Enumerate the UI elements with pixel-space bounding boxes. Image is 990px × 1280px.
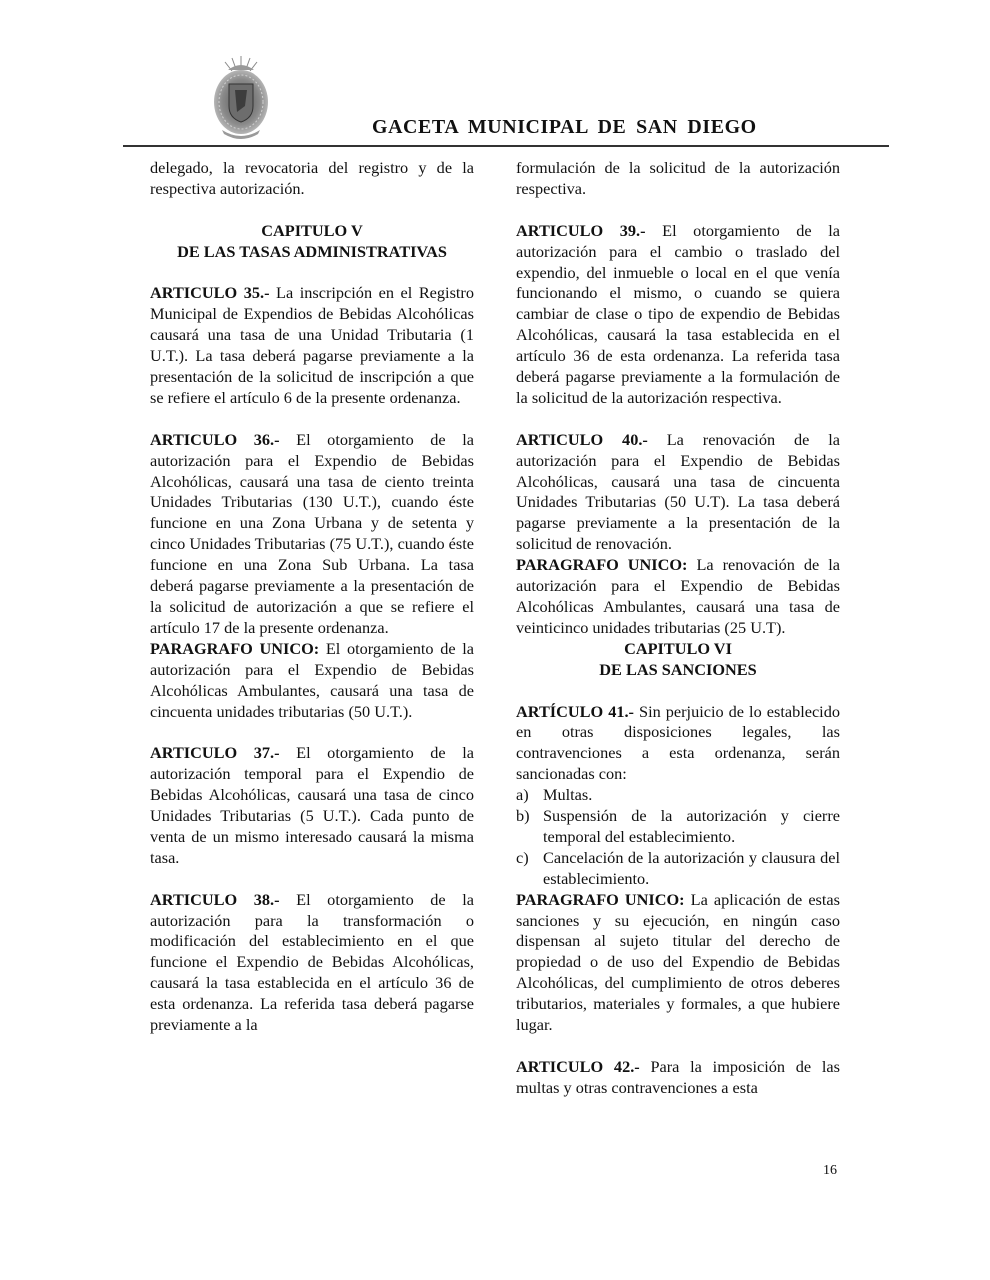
article-body: Para la imposición de las multas y otras contravenciones a esta: [516, 1056, 840, 1097]
continuation-text: delegado, la revocatoria del registro y de la respectiva autorización.: [150, 158, 474, 198]
coat-of-arms-icon: [212, 54, 270, 142]
article-body: El otorgamiento de la autorización temporal para el Expendio de Bebidas Alcohólicas, causará una tasa de cinco Unidades Tributarias (5 U.T.). Cada punto de venta de un mismo interesado causará la misma tasa.: [150, 743, 474, 867]
article-35: [150, 283, 474, 408]
left-column: [150, 158, 474, 1036]
chapter-vi-title: DE LAS SANCIONES: [599, 659, 757, 679]
paragrafo-unico-41: [516, 890, 840, 1036]
list-text: Multas.: [543, 785, 593, 805]
list-text: Cancelación de la autorización y clausura del establecimiento.: [543, 847, 840, 888]
sanction-item-a: [516, 785, 840, 806]
article-body: El otorgamiento de la autorización para el Expendio de Bebidas Alcohólicas, causará una tasa de ciento treinta Unidades Tributarias (130 U.T.), cuando éste funcione en una Zona Urbana y de setenta y cinco Unidades Tributarias (75 U.T.), cuando éste funcione en una Zona Sub Urbana. La tasa deberá pagarse previamente a la presentación de la solicitud de autorización a que se refiere el artículo 17 de la presente ordenanza.: [150, 429, 474, 637]
list-marker: a): [516, 785, 529, 805]
sanction-item-b: [516, 806, 840, 848]
article-heading: ARTICULO 39.-: [516, 220, 646, 240]
chapter-v-number: CAPITULO V: [261, 220, 363, 240]
article-40: [516, 430, 840, 555]
article-body: El otorgamiento de la autorización para la transformación o modificación del establecimiento en el que funcione el Expendio de Bebidas Alcohólicas, causará la tasa establecida en el artículo 36 de esta ordenanza. La referida tasa deberá pagarse previamente a la: [150, 889, 474, 1035]
header-divider: [123, 145, 889, 147]
article-body: La renovación de la autorización para el Expendio de Bebidas Alcohólicas, causará una tasa de cincuenta Unidades Tributarias (50 U.T). La tasa deberá pagarse previamente a la presentación de la solicitud de renovación.: [516, 429, 840, 554]
list-text: Suspensión de la autorización y cierre temporal del establecimiento.: [543, 806, 840, 846]
article-heading: ARTICULO 40.-: [516, 429, 648, 449]
list-marker: c): [516, 847, 529, 867]
article-heading: ARTICULO 38.-: [150, 889, 280, 909]
chapter-vi-number: CAPITULO VI: [624, 638, 732, 658]
paragrafo-heading: PARAGRAFO UNICO:: [150, 638, 320, 658]
article-37: [150, 743, 474, 868]
article-body: El otorgamiento de la autorización para el cambio o traslado del expendio, del inmueble o local en el que venía funcionando el mismo, o cuando se quiera cambiar de clase o tipo de expendio de Bebidas Alcohólicas, causará la tasa establecida en el artículo 36 de esta ordenanza. La referida tasa deberá pagarse previamente a la formulación de la solicitud de la autorización respectiva.: [516, 220, 840, 407]
article-heading: ARTICULO 35.-: [150, 283, 270, 303]
paragrafo-body: La renovación de la autorización para el Expendio de Bebidas Alcohólicas Ambulantes, causará una tasa de veinticinco unidades tributarias (25 U.T).: [516, 555, 840, 637]
article-body: La inscripción en el Registro Municipal de Expendios de Bebidas Alcohólicas causará una tasa de una Unidad Tributaria (1 U.T.). La tasa deberá pagarse previamente a la presentación de la solicitud de inscripción a que se refiere el artículo 6 de la presente ordenanza.: [150, 283, 474, 407]
page-number: 16: [823, 1163, 837, 1178]
sanction-item-c: [516, 848, 840, 890]
article-39: [516, 221, 840, 409]
article-42: [516, 1057, 840, 1099]
article-heading: ARTICULO 42.-: [516, 1056, 640, 1076]
paragrafo-unico-36: [150, 639, 474, 723]
gazette-title: GACETA MUNICIPAL DE SAN DIEGO: [372, 117, 757, 138]
paragrafo-unico-40: [516, 555, 840, 639]
article-41: [516, 702, 840, 786]
article-heading: ARTÍCULO 41.-: [516, 701, 634, 721]
paragrafo-body: La aplicación de estas sanciones y su ejecución, en ningún caso dispensan al sujeto titular del derecho de propiedad o de uso del Expendio de Bebidas Alcohólicas, del cumplimiento de otros deberes tributarios, materiales y formales, a que hubiere lugar.: [516, 889, 840, 1035]
article-heading: ARTICULO 37.-: [150, 743, 280, 763]
continuation-text: formulación de la solicitud de la autorización respectiva.: [516, 158, 840, 198]
article-body: Sin perjuicio de lo establecido en otras disposiciones legales, las contravenciones a esta ordenanza, serán sancionadas con:: [516, 701, 840, 784]
article-heading: ARTICULO 36.-: [150, 429, 280, 449]
chapter-v-title: DE LAS TASAS ADMINISTRATIVAS: [177, 241, 447, 261]
article-36: [150, 430, 474, 639]
list-marker: b): [516, 806, 530, 826]
paragrafo-body: El otorgamiento de la autorización para el Expendio de Bebidas Alcohólicas Ambulantes, causará una tasa de cincuenta unidades tributarias (50 U.T.).: [150, 638, 474, 721]
paragrafo-heading: PARAGRAFO UNICO:: [516, 555, 688, 575]
paragrafo-heading: PARAGRAFO UNICO:: [516, 889, 685, 909]
right-column: [516, 158, 840, 1099]
article-38: [150, 890, 474, 1036]
